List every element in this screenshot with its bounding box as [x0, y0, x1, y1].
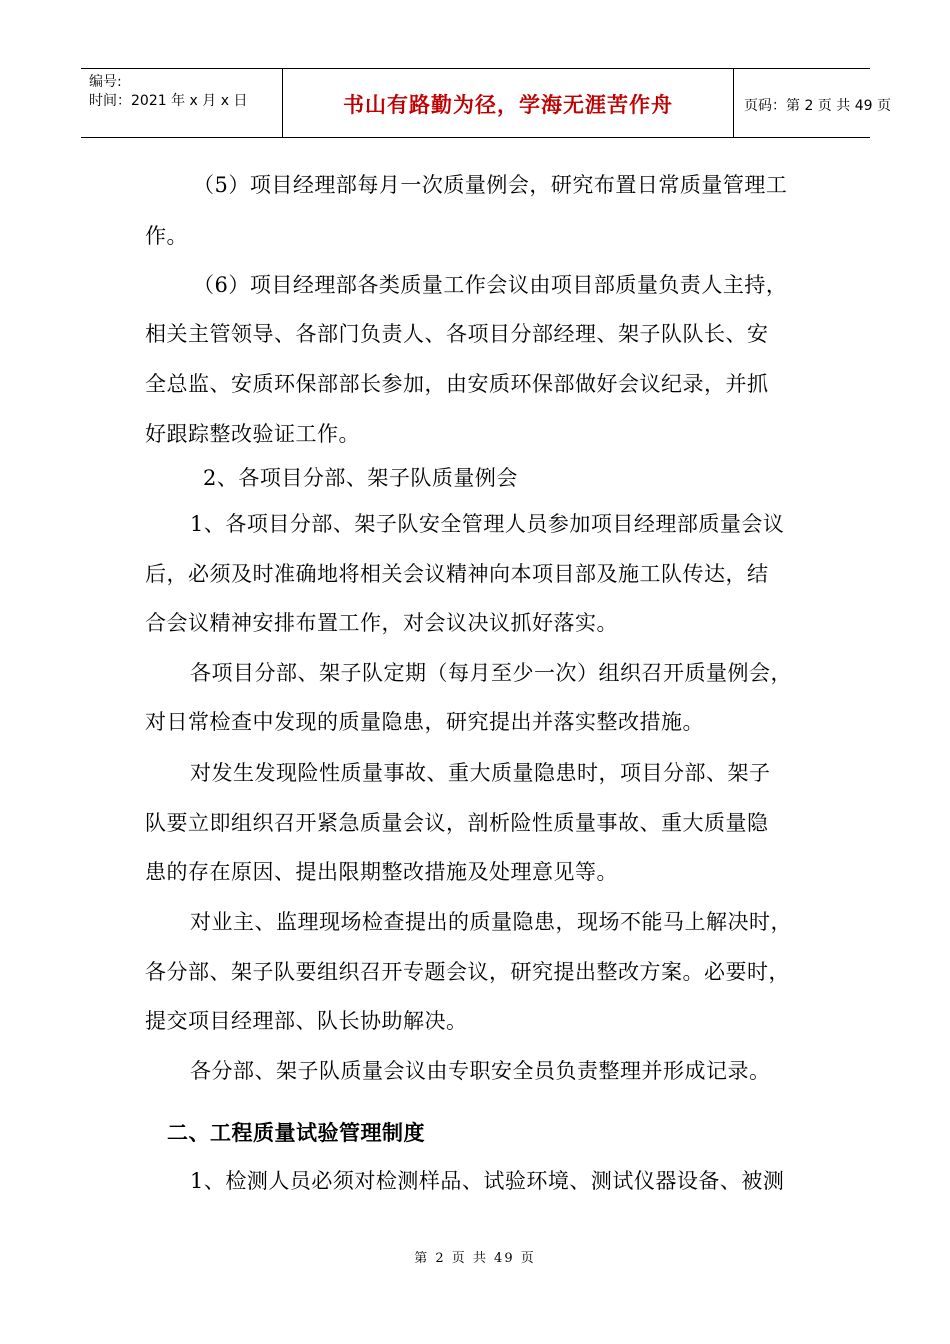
body-line: 各项目分部、架子队定期（每月至少一次）组织召开质量例会，	[190, 661, 792, 685]
document-number-label: 编号:	[89, 74, 122, 90]
body-line: （6）项目经理部各类质量工作会议由项目部质量负责人主持，	[193, 273, 788, 297]
body-line: 各分部、架子队要组织召开专题会议，研究提出整改方案。必要时，	[145, 960, 790, 984]
body-line: 好跟踪整改验证工作。	[145, 422, 360, 446]
body-line: 合会议精神安排布置工作，对会议决议抓好落实。	[145, 611, 618, 635]
body-line: 对发生发现险性质量事故、重大质量隐患时，项目分部、架子	[190, 761, 771, 785]
header-left-cell	[81, 69, 283, 137]
body-line: 各分部、架子队质量会议由专职安全员负责整理并形成记录。	[190, 1059, 771, 1083]
header-middle-cell	[283, 69, 734, 137]
section-subheading: 2、各项目分部、架子队质量例会	[203, 466, 518, 490]
body-line: 1、各项目分部、架子队安全管理人员参加项目经理部质量会议	[190, 512, 785, 536]
body-line: 后，必须及时准确地将相关会议精神向本项目部及施工队传达，结	[145, 562, 769, 586]
header-right-cell	[734, 69, 891, 137]
header-motto: 书山有路勤为径，学海无涯苦作舟	[343, 93, 673, 117]
header-page-info: 页码：第 2 页 共 49 页	[744, 98, 891, 114]
section-heading: 二、工程质量试验管理制度	[167, 1121, 425, 1145]
body-line: 对日常检查中发现的质量隐患，研究提出并落实整改措施。	[145, 710, 704, 734]
document-date-label: 时间：2021 年 x 月 x 日	[89, 93, 248, 109]
document-header	[81, 68, 891, 138]
body-line: 提交项目经理部、队长协助解决。	[145, 1009, 468, 1033]
body-line: （5）项目经理部每月一次质量例会，研究布置日常质量管理工	[193, 173, 788, 197]
body-line: 对业主、监理现场检查提出的质量隐患，现场不能马上解决时，	[190, 910, 792, 934]
body-line: 患的存在原因、提出限期整改措施及处理意见等。	[145, 860, 618, 884]
body-line: 全总监、安质环保部部长参加，由安质环保部做好会议纪录，并抓	[145, 372, 769, 396]
body-line: 相关主管领导、各部门负责人、各项目分部经理、架子队队长、安	[145, 322, 769, 346]
body-line: 1、检测人员必须对检测样品、试验环境、测试仪器设备、被测	[190, 1169, 785, 1193]
body-line: 队要立即组织召开紧急质量会议，剖析险性质量事故、重大质量隐	[145, 811, 769, 835]
page-footer: 第 2 页 共 49 页	[414, 1251, 536, 1266]
body-line: 作。	[145, 224, 188, 248]
